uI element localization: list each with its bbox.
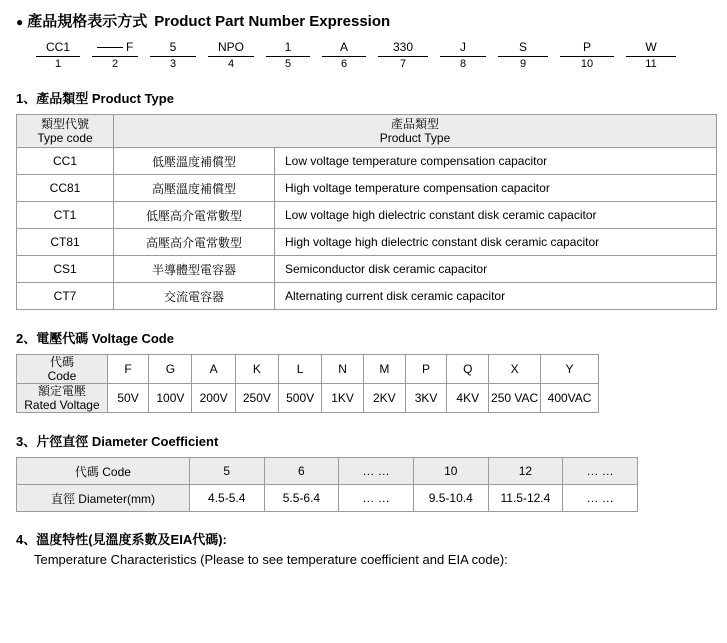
header-product-type <box>114 115 717 148</box>
section-heading-en: Voltage Code <box>91 331 174 346</box>
row-label-rated-voltage-cn: 額定電壓 <box>37 384 86 398</box>
pn-index: 2 <box>92 56 138 70</box>
pn-index: 6 <box>322 56 366 70</box>
header-product-type-cn: 產品類型 <box>390 117 439 131</box>
row-label-rated-voltage-en: Rated Voltage <box>24 398 100 412</box>
pn-code: S <box>518 40 527 54</box>
row-label-code-cn: 代碼 <box>49 355 74 369</box>
page-title <box>12 0 715 31</box>
pn-code: A <box>339 40 348 54</box>
cell-diameter-code: 10 <box>413 458 488 485</box>
header-type-code-en: Type code <box>37 131 93 145</box>
pn-code: F <box>86 38 144 56</box>
cell-type-code: CS1 <box>17 256 114 283</box>
cell-diameter-code: 5 <box>189 458 264 485</box>
section-heading-product-type <box>12 88 715 107</box>
page-title-cn: 產品規格表示方式 <box>27 13 148 30</box>
row-label-code-en: Code <box>47 369 77 383</box>
cell-type-en: High voltage temperature compensation capacitor <box>275 175 717 202</box>
pn-index: 10 <box>560 56 614 70</box>
cell-voltage-value: 200V <box>192 384 235 413</box>
section-heading-temperature: 4、溫度特性(見溫度系數及EIA代碼): <box>16 532 227 547</box>
cell-voltage-code: Q <box>447 355 489 384</box>
table-row <box>17 229 717 256</box>
cell-voltage-code: X <box>489 355 541 384</box>
section-heading-cn: 3、片徑直徑 <box>16 434 89 449</box>
bullet-icon: ● <box>16 15 24 29</box>
section-heading-cn: 1、產品類型 <box>16 91 89 106</box>
pn-segment <box>144 38 202 70</box>
cell-type-cn: 高壓高介電常數型 <box>114 229 275 256</box>
pn-segment <box>434 38 492 70</box>
cell-voltage-value: 2KV <box>363 384 405 413</box>
cell-voltage-value: 250V <box>235 384 278 413</box>
cell-type-code: CT1 <box>17 202 114 229</box>
cell-diameter-value: 5.5-6.4 <box>264 485 339 512</box>
table-row <box>17 148 717 175</box>
table-row <box>17 283 717 310</box>
pn-code: 330 <box>392 40 414 54</box>
product-type-table <box>16 114 717 310</box>
section-heading-voltage-code <box>12 328 715 347</box>
row-label-diameter: 直徑 Diameter(mm) <box>17 485 190 512</box>
pn-segment <box>260 38 316 70</box>
pn-code: W <box>645 40 657 54</box>
table-row-diameters <box>17 485 638 512</box>
table-row <box>17 256 717 283</box>
cell-type-en: Low voltage high dielectric constant disk ceramic capacitor <box>275 202 717 229</box>
cell-type-en: Low voltage temperature compensation capacitor <box>275 148 717 175</box>
row-label-code <box>17 355 108 384</box>
table-row-codes <box>17 458 638 485</box>
table-header-row <box>17 115 717 148</box>
cell-type-cn: 半導體型電容器 <box>114 256 275 283</box>
cell-type-en: High voltage high dielectric constant disk ceramic capacitor <box>275 229 717 256</box>
cell-diameter-code: 12 <box>488 458 563 485</box>
cell-diameter-value: … … <box>563 485 638 512</box>
cell-type-code: CC81 <box>17 175 114 202</box>
cell-type-code: CT7 <box>17 283 114 310</box>
pn-index: 9 <box>498 56 548 70</box>
pn-code: 1 <box>284 40 292 54</box>
pn-index: 11 <box>626 56 676 70</box>
part-number-expression <box>12 38 715 70</box>
pn-segment <box>316 38 372 70</box>
cell-diameter-code: … … <box>563 458 638 485</box>
row-label-rated-voltage <box>17 384 108 413</box>
cell-type-code: CC1 <box>17 148 114 175</box>
pn-code: CC1 <box>45 40 70 54</box>
pn-index: 1 <box>36 56 80 70</box>
table-row-voltages <box>17 384 599 413</box>
cell-voltage-code: G <box>149 355 192 384</box>
cell-type-cn: 高壓溫度補償型 <box>114 175 275 202</box>
table-row-codes <box>17 355 599 384</box>
pn-code: NPO <box>217 40 244 54</box>
cell-voltage-value: 100V <box>149 384 192 413</box>
header-type-code-cn: 類型代號 <box>40 117 89 131</box>
header-product-type-en: Product Type <box>379 131 451 145</box>
cell-type-en: Alternating current disk ceramic capacitor <box>275 283 717 310</box>
cell-diameter-code: … … <box>339 458 414 485</box>
cell-voltage-code: Y <box>541 355 599 384</box>
pn-segment <box>492 38 554 70</box>
cell-diameter-value: 4.5-5.4 <box>189 485 264 512</box>
pn-index: 5 <box>266 56 310 70</box>
row-label-code: 代碼 Code <box>17 458 190 485</box>
section-heading-cn: 2、電壓代碼 <box>16 331 89 346</box>
cell-diameter-code: 6 <box>264 458 339 485</box>
pn-code: J <box>460 40 466 54</box>
cell-type-code: CT81 <box>17 229 114 256</box>
cell-diameter-value: 9.5-10.4 <box>413 485 488 512</box>
diameter-table <box>16 457 638 512</box>
section-subtext-temperature: Temperature Characteristics (Please to see temperature coefficient and EIA code): <box>34 552 508 567</box>
pn-code: 5 <box>169 40 177 54</box>
cell-voltage-value: 4KV <box>447 384 489 413</box>
cell-voltage-value: 250 VAC <box>489 384 541 413</box>
pn-segment <box>554 38 620 70</box>
table-row <box>17 175 717 202</box>
page-title-en: Product Part Number Expression <box>154 13 391 30</box>
pn-segment <box>372 38 434 70</box>
pn-index: 4 <box>208 56 254 70</box>
cell-type-cn: 低壓高介電常數型 <box>114 202 275 229</box>
section-heading-diameter <box>12 431 715 450</box>
cell-voltage-value: 3KV <box>405 384 447 413</box>
cell-voltage-code: N <box>322 355 364 384</box>
pn-segment <box>202 38 260 70</box>
pn-segment <box>620 38 682 70</box>
pn-index: 3 <box>150 56 196 70</box>
cell-diameter-value: … … <box>339 485 414 512</box>
pn-code: P <box>582 40 591 54</box>
cell-voltage-code: L <box>278 355 321 384</box>
cell-type-en: Semiconductor disk ceramic capacitor <box>275 256 717 283</box>
cell-voltage-code: A <box>192 355 235 384</box>
cell-voltage-value: 1KV <box>322 384 364 413</box>
cell-voltage-value: 400VAC <box>541 384 599 413</box>
header-type-code <box>17 115 114 148</box>
cell-voltage-code: K <box>235 355 278 384</box>
cell-voltage-code: F <box>107 355 148 384</box>
section-heading-en: Product Type <box>91 91 174 106</box>
pn-segment <box>30 38 86 70</box>
cell-diameter-value: 11.5-12.4 <box>488 485 563 512</box>
cell-type-cn: 交流電容器 <box>114 283 275 310</box>
cell-voltage-code: M <box>363 355 405 384</box>
pn-index: 7 <box>378 56 428 70</box>
table-row <box>17 202 717 229</box>
cell-type-cn: 低壓溫度補償型 <box>114 148 275 175</box>
cell-voltage-value: 500V <box>278 384 321 413</box>
pn-segment <box>86 38 144 70</box>
voltage-code-table <box>16 354 599 413</box>
pn-index: 8 <box>440 56 486 70</box>
section-heading-en: Diameter Coefficient <box>91 434 219 449</box>
cell-voltage-value: 50V <box>107 384 148 413</box>
cell-voltage-code: P <box>405 355 447 384</box>
